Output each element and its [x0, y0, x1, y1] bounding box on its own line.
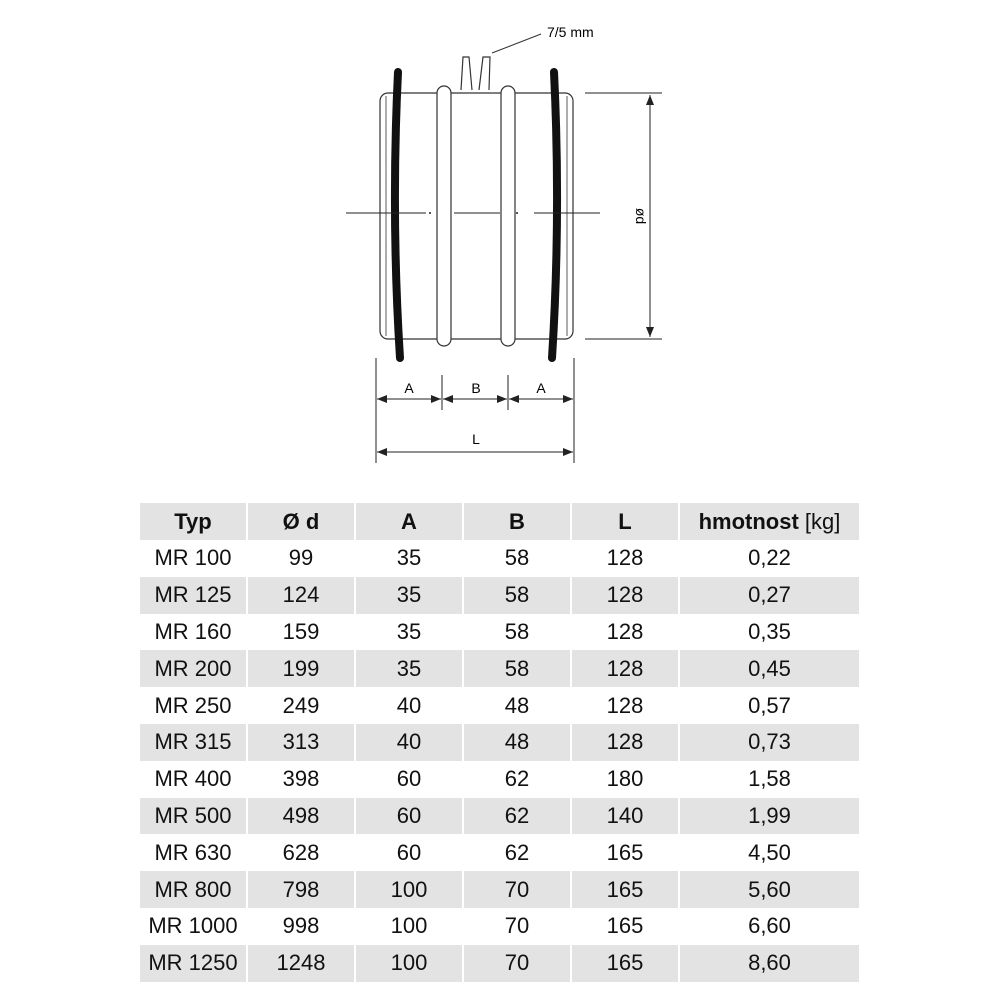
- coupling-body: [380, 93, 573, 339]
- cell-b: 48: [464, 724, 570, 761]
- cell-typ: MR 100: [154, 545, 232, 571]
- header-weight-name: hmotnost: [698, 508, 799, 534]
- cell-diameter: 199: [248, 650, 354, 687]
- cell-b: 58: [464, 577, 570, 614]
- header-l: L: [572, 503, 678, 540]
- header-a: A: [356, 503, 462, 540]
- spec-table: [138, 503, 861, 982]
- cell-b: 58: [504, 545, 530, 571]
- diameter-label: ød: [633, 207, 649, 225]
- cell-l: 165: [606, 913, 644, 939]
- dim-l-label: L: [472, 431, 480, 447]
- cell-l: 128: [606, 692, 644, 718]
- cell-l: 128: [572, 577, 678, 614]
- cell-weight: 0,35: [748, 618, 791, 644]
- technical-drawing: [0, 0, 1000, 480]
- cell-typ: MR 1000: [148, 913, 238, 939]
- header-weight: [680, 503, 859, 540]
- table-row: [140, 945, 859, 982]
- cell-b: 62: [464, 798, 570, 835]
- cell-b: 70: [464, 945, 570, 982]
- table-row: [140, 798, 859, 835]
- cell-l: 165: [572, 871, 678, 908]
- dim-a-right-label: A: [536, 380, 546, 396]
- cell-typ: MR 1250: [140, 945, 246, 982]
- cell-weight: 4,50: [748, 839, 791, 865]
- cell-l: 128: [606, 545, 644, 571]
- table-row: [140, 761, 859, 798]
- cell-diameter: 159: [282, 618, 320, 644]
- cell-b: 62: [504, 839, 530, 865]
- cell-l: 165: [572, 945, 678, 982]
- cell-a: 100: [390, 913, 428, 939]
- cell-typ: MR 500: [140, 798, 246, 835]
- cell-l: 128: [572, 650, 678, 687]
- cell-diameter: 398: [282, 766, 320, 792]
- table-row: [140, 614, 859, 651]
- table-row: [140, 540, 859, 577]
- cell-weight: 8,60: [680, 945, 859, 982]
- diameter-dimension: [585, 93, 662, 339]
- cell-a: 100: [356, 945, 462, 982]
- table-row: [140, 871, 859, 908]
- cell-diameter: 1248: [248, 945, 354, 982]
- header-diameter: Ø d: [248, 503, 354, 540]
- cell-a: 60: [396, 766, 422, 792]
- cell-a: 40: [356, 724, 462, 761]
- cell-a: 35: [396, 618, 422, 644]
- dim-a-left-label: A: [404, 380, 414, 396]
- cell-typ: MR 800: [140, 871, 246, 908]
- cell-weight: 5,60: [680, 871, 859, 908]
- cell-weight: 0,57: [748, 692, 791, 718]
- cell-diameter: 498: [248, 798, 354, 835]
- cable-size-label: 7/5 mm: [547, 24, 594, 40]
- cell-diameter: 124: [248, 577, 354, 614]
- cell-diameter: 798: [248, 871, 354, 908]
- cell-a: 100: [356, 871, 462, 908]
- dim-b-label: B: [471, 380, 481, 396]
- cell-typ: MR 160: [154, 618, 232, 644]
- cell-weight: 0,22: [748, 545, 791, 571]
- cell-l: 165: [606, 839, 644, 865]
- table-body: [140, 540, 859, 982]
- cell-typ: MR 250: [154, 692, 232, 718]
- cell-a: 35: [356, 650, 462, 687]
- cell-weight: 0,27: [680, 577, 859, 614]
- cable-leader-line: [492, 34, 541, 53]
- cell-weight: 1,58: [748, 766, 791, 792]
- cell-weight: 6,60: [748, 913, 791, 939]
- cell-weight: 0,73: [680, 724, 859, 761]
- table-header-row: [140, 503, 859, 540]
- cell-b: 58: [464, 650, 570, 687]
- cell-diameter: 628: [282, 839, 320, 865]
- cell-b: 62: [504, 766, 530, 792]
- cell-typ: MR 400: [154, 766, 232, 792]
- cell-diameter: 313: [248, 724, 354, 761]
- cell-b: 58: [504, 618, 530, 644]
- cell-diameter: 998: [282, 913, 320, 939]
- cell-a: 40: [396, 692, 422, 718]
- cell-b: 70: [504, 913, 530, 939]
- cell-b: 70: [464, 871, 570, 908]
- length-dimensions: [376, 358, 574, 463]
- cell-a: 60: [396, 839, 422, 865]
- table-row: [140, 650, 859, 687]
- cell-l: 128: [572, 724, 678, 761]
- cell-weight: 1,99: [680, 798, 859, 835]
- cell-typ: MR 315: [140, 724, 246, 761]
- table-row: [140, 577, 859, 614]
- table-row: [140, 724, 859, 761]
- cell-l: 140: [572, 798, 678, 835]
- cell-l: 128: [606, 618, 644, 644]
- cell-typ: MR 125: [140, 577, 246, 614]
- cell-typ: MR 630: [154, 839, 232, 865]
- cell-b: 48: [504, 692, 530, 718]
- cell-l: 180: [606, 766, 644, 792]
- cell-diameter: 99: [288, 545, 314, 571]
- table-row: [140, 908, 859, 945]
- table-row: [140, 687, 859, 724]
- cell-diameter: 249: [282, 692, 320, 718]
- cable-wires: [461, 57, 490, 90]
- cell-a: 35: [396, 545, 422, 571]
- cell-a: 60: [356, 798, 462, 835]
- cell-weight: 0,45: [680, 650, 859, 687]
- cell-typ: MR 200: [140, 650, 246, 687]
- header-b: B: [464, 503, 570, 540]
- cell-a: 35: [356, 577, 462, 614]
- table-row: [140, 834, 859, 871]
- header-typ: Typ: [140, 503, 246, 540]
- header-weight-unit: [kg]: [804, 508, 841, 534]
